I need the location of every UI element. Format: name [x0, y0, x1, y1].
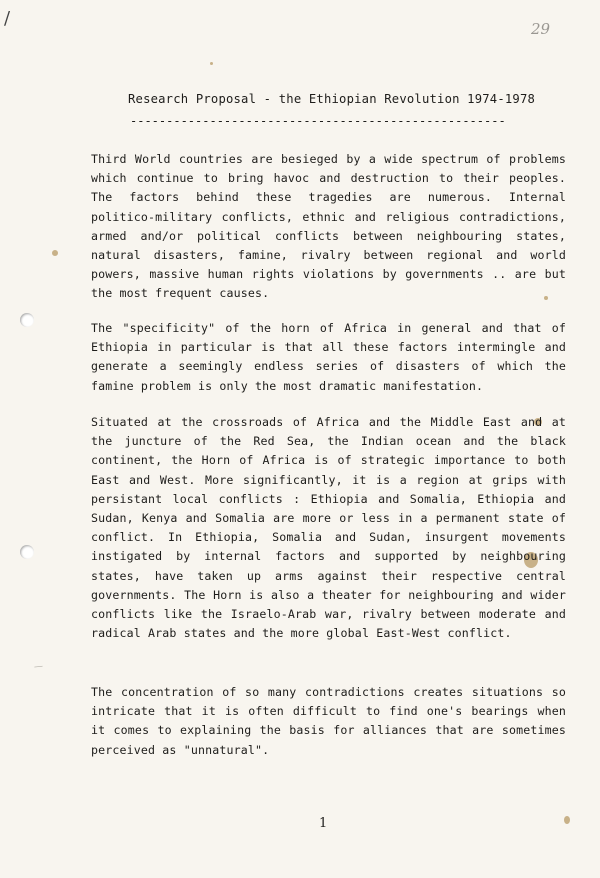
paragraph-2: The "specificity" of the horn of Africa in general and that of Ethiopia in particular is that all these factors intermingle and generate a seemingly endless series of disasters of which the famine problem is only the most dramatic manifestation. — [91, 321, 566, 393]
paper-stain — [52, 250, 58, 256]
corner-pen-mark: / — [4, 8, 11, 29]
title-underline: ---------------------------------------------------- — [130, 114, 506, 128]
paper-stain — [564, 816, 570, 824]
paragraph-3: Situated at the crossroads of Africa and the Middle East and at the juncture of the Red Sea, the Indian ocean and the black continent, the Horn of Africa is of strategic importance to both East and West. More significantly, it is a region at grips with persistant local conflicts : Ethiopia and Somalia, Ethiopia and Sudan, Kenya and Somalia are more or less in a permanent state of conflict. In Ethiopia, Somalia and Sudan, insurgent movements instigated by internal factors and supported by neighbouring states, have taken up arms against their respective central governments. The Horn is also a theater for neighbouring and wider conflicts like the Israelo-Arab war, rivalry between moderate and radical Arab states and the more global East-West conflict. — [91, 415, 566, 641]
page-number: 1 — [319, 816, 328, 831]
paper-stain — [210, 62, 213, 65]
handwritten-page-number: 29 — [531, 20, 551, 38]
paragraph-1: Third World countries are besieged by a wide spectrum of problems which continue to bring havoc and destruction to their peoples. The factors behind these tragedies are numerous. Internal politico-military conflicts, ethnic and religious contradictions, armed and/or political conflicts between neighbouring states, natural disasters, famine, rivalry between regional and world powers, massive human rights violations by governments .. are but the most frequent causes. — [91, 152, 566, 301]
document-title: Research Proposal - the Ethiopian Revolution 1974-1978 — [128, 92, 536, 106]
punch-hole — [20, 313, 34, 327]
paragraph-4: The concentration of so many contradictions creates situations so intricate that it is often difficult to find one's bearings when it comes to explaining the basis for alliances that are sometimes perceived as "unnatural". — [91, 685, 566, 757]
punch-hole — [20, 545, 34, 559]
faint-margin-note: — — [33, 661, 44, 673]
